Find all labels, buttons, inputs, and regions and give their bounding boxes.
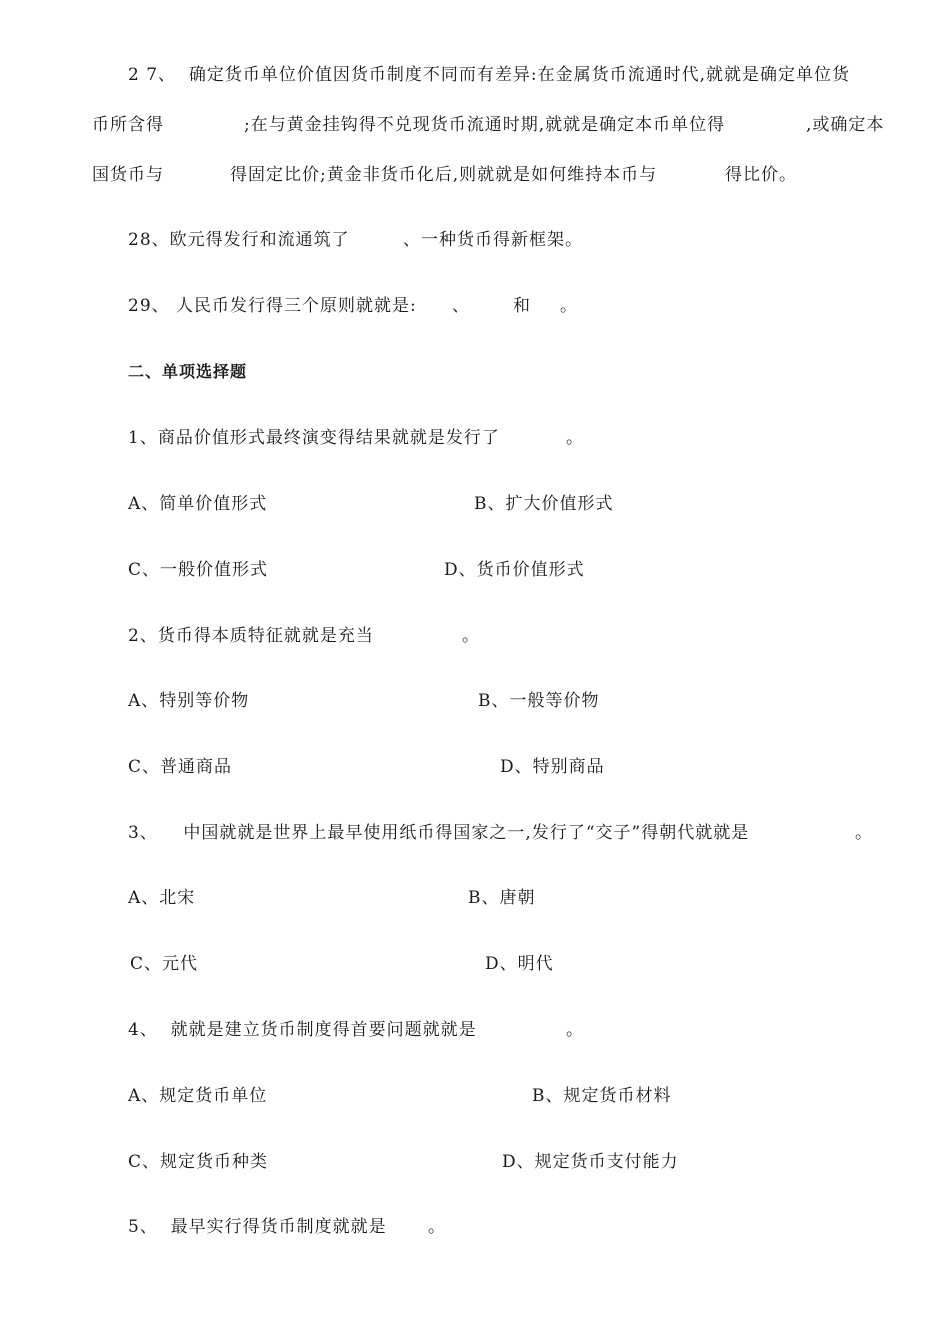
mc5-end: 。 xyxy=(428,1217,446,1237)
mc3-stem: 3、 中国就就是世界上最早使用纸币得国家之一,发行了“交子”得朝代就就是 xyxy=(128,823,750,843)
mc3-option-a: A、北宋 xyxy=(128,888,196,908)
mc2-option-a: A、特别等价物 xyxy=(128,691,250,711)
mc3-option-b: B、唐朝 xyxy=(468,888,536,908)
q28-part1: 28、欧元得发行和流通筑了 xyxy=(128,230,350,250)
mc2-stem: 2、货币得本质特征就就是充当 xyxy=(128,626,374,646)
mc3-option-d: D、明代 xyxy=(485,954,554,974)
q29-end: 。 xyxy=(560,296,578,316)
mc4-end: 。 xyxy=(566,1020,584,1040)
mc1-option-d: D、货币价值形式 xyxy=(444,560,585,580)
q27-line1: 2 7、 确定货币单位价值因货币制度不同而有差异:在金属货币流通时代,就就是确定单位货 xyxy=(128,65,850,85)
q29-sep1: 、 xyxy=(452,296,470,316)
mc3-option-c: C、元代 xyxy=(130,954,199,974)
mc2-end: 。 xyxy=(462,626,480,646)
mc2-option-c: C、普通商品 xyxy=(128,757,233,777)
mc4-option-d: D、规定货币支付能力 xyxy=(502,1152,679,1172)
mc4-option-b: B、规定货币材料 xyxy=(532,1086,672,1106)
q29-part1: 29、 人民币发行得三个原则就就是: xyxy=(128,296,417,316)
q27-line2-part1: 币所含得 xyxy=(92,115,164,135)
mc1-end: 。 xyxy=(566,428,584,448)
q27-line3-part1: 国货币与 xyxy=(92,165,164,185)
mc1-option-c: C、一般价值形式 xyxy=(128,560,269,580)
section-title: 二、单项选择题 xyxy=(128,362,248,381)
q27-line3-part3: 得比价。 xyxy=(725,165,797,185)
mc2-option-d: D、特别商品 xyxy=(500,757,605,777)
q27-line3-part2: 得固定比价;黄金非货币化后,则就就是如何维持本币与 xyxy=(230,165,658,185)
mc4-option-a: A、规定货币单位 xyxy=(128,1086,268,1106)
mc5-stem: 5、 最早实行得货币制度就就是 xyxy=(128,1217,387,1237)
q29-sep2: 和 xyxy=(513,296,531,316)
mc1-stem: 1、商品价值形式最终演变得结果就就是发行了 xyxy=(128,428,500,448)
mc4-stem: 4、 就就是建立货币制度得首要问题就就是 xyxy=(128,1020,477,1040)
mc4-option-c: C、规定货币种类 xyxy=(128,1152,269,1172)
mc2-option-b: B、一般等价物 xyxy=(478,691,600,711)
q27-line2-part2: ;在与黄金挂钩得不兑现货币流通时期,就就是确定本币单位得 xyxy=(244,115,726,135)
mc3-end: 。 xyxy=(855,823,873,843)
q28-part2: 、一种货币得新框架。 xyxy=(403,230,583,250)
mc1-option-b: B、扩大价值形式 xyxy=(474,494,614,514)
q27-line2-part3: ,或确定本 xyxy=(806,115,885,135)
mc1-option-a: A、简单价值形式 xyxy=(128,494,268,514)
